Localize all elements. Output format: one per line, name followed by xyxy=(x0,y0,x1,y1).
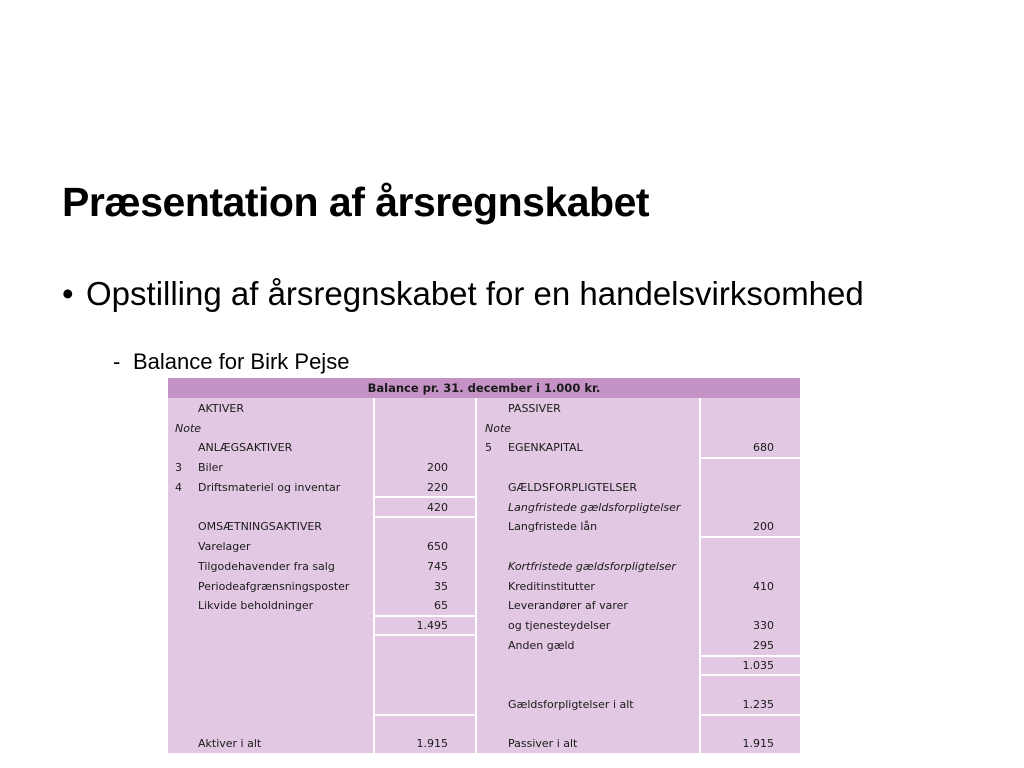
note-label: Note xyxy=(175,422,202,435)
row-value: 410 xyxy=(753,580,774,593)
row-divider xyxy=(701,655,800,657)
row-label: Periodeafgrænsningsposter xyxy=(198,580,350,593)
row-value: 650 xyxy=(427,540,448,553)
row-value: 680 xyxy=(753,441,774,454)
sub-bullet-text: Balance for Birk Pejse xyxy=(133,349,350,374)
slide-title: Præsentation af årsregnskabet xyxy=(62,179,650,225)
aktiver-total-label: Aktiver i alt xyxy=(198,737,262,750)
row-label: Driftsmateriel og inventar xyxy=(198,481,341,494)
row-value: 330 xyxy=(753,619,774,632)
egenkapital-label: EGENKAPITAL xyxy=(508,441,583,454)
row-label: Langfristede lån xyxy=(508,520,598,533)
column-divider xyxy=(475,398,477,753)
row-divider xyxy=(701,674,800,676)
subtotal-value: 1.495 xyxy=(416,619,448,632)
aktiver-heading: AKTIVER xyxy=(198,402,244,415)
sub-bullet-dash: - xyxy=(113,349,121,374)
row-label: Biler xyxy=(198,461,223,474)
row-divider xyxy=(375,615,475,617)
table-header: Balance pr. 31. december i 1.000 kr. xyxy=(168,378,800,398)
bullet-item xyxy=(62,272,864,316)
row-divider xyxy=(701,457,800,459)
row-value: 745 xyxy=(427,560,448,573)
subtotal-value: 1.035 xyxy=(742,659,774,672)
note-number: 3 xyxy=(175,461,182,474)
row-label: Varelager xyxy=(198,540,251,553)
column-divider xyxy=(373,398,375,753)
bullet-dot: • xyxy=(62,275,74,312)
passiver-heading: PASSIVER xyxy=(508,402,561,415)
row-divider xyxy=(701,536,800,538)
gaeld-total-value: 1.235 xyxy=(742,698,774,711)
anlaegsaktiver-heading: ANLÆGSAKTIVER xyxy=(198,441,293,454)
gaeld-total-label: Gældsforpligtelser i alt xyxy=(508,698,634,711)
row-value: 35 xyxy=(434,580,448,593)
row-label: Likvide beholdninger xyxy=(198,599,314,612)
row-value: 200 xyxy=(753,520,774,533)
note-number: 4 xyxy=(175,481,182,494)
balance-table xyxy=(168,378,800,753)
note-label: Note xyxy=(485,422,512,435)
omsaetningsaktiver-heading: OMSÆTNINGSAKTIVER xyxy=(198,520,322,533)
row-value: 200 xyxy=(427,461,448,474)
langfristede-heading: Langfristede gældsforpligtelser xyxy=(508,501,681,514)
row-value: 295 xyxy=(753,639,774,652)
row-label: Leverandører af varer xyxy=(508,599,628,612)
row-divider xyxy=(701,714,800,716)
subtotal-value: 420 xyxy=(427,501,448,514)
column-divider xyxy=(699,398,701,753)
row-label: Anden gæld xyxy=(508,639,575,652)
row-label: og tjenesteydelser xyxy=(508,619,611,632)
row-divider xyxy=(375,516,475,518)
kortfristede-heading: Kortfristede gældsforpligtelser xyxy=(508,560,676,573)
row-divider xyxy=(375,634,475,636)
passiver-total-value: 1.915 xyxy=(742,737,774,750)
passiver-total-label: Passiver i alt xyxy=(508,737,578,750)
row-divider xyxy=(375,496,475,498)
sub-bullet-item xyxy=(113,347,349,377)
row-label: Tilgodehavender fra salg xyxy=(198,560,335,573)
row-value: 220 xyxy=(427,481,448,494)
note-number: 5 xyxy=(485,441,492,454)
row-divider xyxy=(375,714,475,716)
row-label: Kreditinstitutter xyxy=(508,580,595,593)
aktiver-total-value: 1.915 xyxy=(416,737,448,750)
gaeld-heading: GÆLDSFORPLIGTELSER xyxy=(508,481,637,494)
row-value: 65 xyxy=(434,599,448,612)
bullet-text: Opstilling af årsregnskabet for en handelsvirksomhed xyxy=(86,275,864,312)
